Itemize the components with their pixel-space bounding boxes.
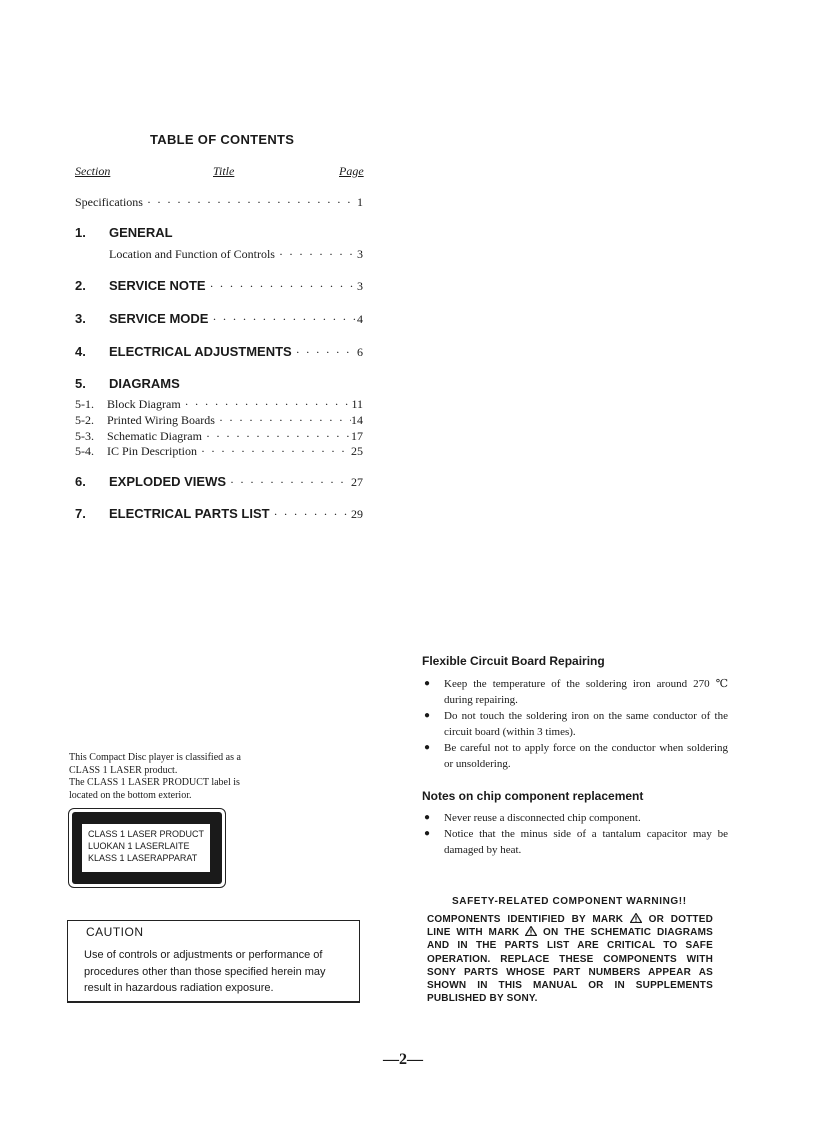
safety-text-part: ON THE SCHEMATIC DIAGRAMS AND IN THE PARTS LIST ARE CRITICAL TO SAFE OPERATION. REPLACE THESE COMPONENTS WITH SONY PARTS WHOSE PART NUMBERS APPEAR AS SHOWN IN THIS MANUAL OR IN SUPPLEMENTS PUBLISHED BY SONY. [427, 927, 714, 1005]
bullet-icon: ● [424, 812, 431, 823]
list-item [424, 676, 728, 708]
list-item-text: Do not touch the soldering iron on the same conductor of the circuit board (within 3 times). [444, 710, 728, 738]
toc-entry-page: 14 [351, 413, 363, 427]
safety-warning-title: SAFETY-RELATED COMPONENT WARNING!! [452, 896, 687, 907]
toc-section[interactable] [75, 506, 363, 522]
toc-section-label: ELECTRICAL ADJUSTMENTS [109, 344, 292, 359]
toc-leader-dots [143, 195, 357, 210]
toc-entry-page: 29 [351, 507, 363, 521]
toc-section-number: 6. [75, 474, 86, 489]
chip-notes-list [424, 810, 728, 858]
laser-label-line: CLASS 1 LASER PRODUCT [88, 829, 205, 839]
toc-section[interactable] [75, 225, 363, 240]
toc-entry-page: 11 [351, 397, 363, 411]
chip-notes-title: Notes on chip component replacement [422, 789, 644, 803]
toc-entry-label: Block Diagram [107, 397, 181, 411]
toc-header-section: Section [75, 164, 111, 178]
toc-section[interactable] [75, 376, 363, 391]
toc-leader-dots [197, 444, 351, 459]
toc-entry[interactable] [75, 413, 363, 428]
laser-classification-note [69, 752, 269, 802]
toc-leader-dots [208, 312, 357, 327]
toc-section-number: 3. [75, 311, 86, 326]
toc-entry-page: 25 [351, 444, 363, 458]
safety-text-part: COMPONENTS IDENTIFIED BY MARK [427, 914, 624, 925]
toc-section-number: 7. [75, 506, 86, 521]
toc-entry-label: Printed Wiring Boards [107, 413, 215, 427]
toc-section-label: DIAGRAMS [109, 376, 180, 391]
toc-leader-dots [202, 429, 351, 444]
laser-label-line: LUOKAN 1 LASERLAITE [88, 841, 190, 851]
toc-entry-number: 5-4. [75, 444, 94, 458]
flex-repair-list [424, 676, 728, 772]
toc-leader-dots [181, 397, 352, 412]
toc-section-label: GENERAL [109, 225, 173, 240]
toc-entry-label: Specifications [75, 195, 143, 209]
laser-label [82, 824, 210, 872]
toc-section-number: 5. [75, 376, 86, 391]
list-item-text: Notice that the minus side of a tantalum capacitor may be damaged by heat. [444, 828, 728, 856]
toc-entry[interactable] [75, 429, 363, 444]
caution-title: CAUTION [86, 925, 144, 939]
warning-triangle-icon [630, 913, 642, 923]
toc-entry-page: 1 [357, 195, 363, 209]
laser-note-line: This Compact Disc player is classified as a [69, 752, 241, 763]
toc-entry-number: 5-3. [75, 429, 94, 443]
toc-section-number: 2. [75, 278, 86, 293]
list-item [424, 826, 728, 858]
page-number: —2— [383, 1051, 423, 1068]
list-item-text: Keep the temperature of the soldering iron around 270 ℃ during repairing. [444, 678, 728, 706]
toc-entry[interactable] [109, 247, 363, 262]
toc-leader-dots [275, 247, 357, 262]
toc-leader-dots [292, 345, 357, 360]
laser-label-line: KLASS 1 LASERAPPARAT [88, 853, 198, 863]
list-item-text: Be careful not to apply force on the conductor when soldering or unsoldering. [444, 742, 728, 770]
toc-section[interactable] [75, 278, 363, 294]
toc-leader-dots [270, 507, 351, 522]
toc-title: TABLE OF CONTENTS [150, 132, 295, 147]
toc-section-label: SERVICE MODE [109, 311, 209, 326]
toc-entry-page: 4 [357, 312, 363, 326]
toc-leader-dots [206, 279, 357, 294]
toc-entry-number: 5-1. [75, 397, 94, 411]
list-item-text: Never reuse a disconnected chip component. [444, 812, 641, 824]
toc-entry-page: 6 [357, 345, 363, 359]
laser-note-line: The CLASS 1 LASER PRODUCT label is [69, 777, 240, 788]
toc-section[interactable] [75, 344, 363, 360]
toc-entry[interactable] [75, 397, 363, 412]
toc-section[interactable] [75, 311, 363, 327]
toc-entry-page: 17 [351, 429, 363, 443]
warning-triangle-icon [525, 926, 537, 936]
toc-section[interactable] [75, 474, 363, 490]
toc-leader-dots [215, 413, 351, 428]
list-item [424, 708, 728, 740]
toc-entry-page: 3 [357, 279, 363, 293]
toc-entry-page: 3 [357, 247, 363, 261]
toc-entry-label: Schematic Diagram [107, 429, 202, 443]
list-item [424, 810, 728, 826]
toc-header-page: Page [339, 164, 364, 178]
safety-warning-body [427, 913, 713, 1005]
toc-section-number: 1. [75, 225, 86, 240]
toc-section-label: SERVICE NOTE [109, 278, 206, 293]
bullet-icon: ● [424, 710, 431, 721]
toc-entry-label: IC Pin Description [107, 444, 197, 458]
flex-repair-title: Flexible Circuit Board Repairing [422, 654, 605, 668]
toc-entry-label: Location and Function of Controls [109, 247, 275, 261]
toc-entry[interactable] [75, 195, 363, 210]
laser-note-line: CLASS 1 LASER product. [69, 764, 178, 776]
laser-note-line: located on the bottom exterior. [69, 789, 192, 801]
toc-entry-number: 5-2. [75, 413, 94, 427]
toc-header-title: Title [213, 164, 235, 178]
safety-text-part: OR DOTTED LINE WITH MARK [427, 914, 714, 939]
toc-entry[interactable] [75, 444, 363, 459]
toc-leader-dots [226, 475, 351, 490]
toc-section-number: 4. [75, 344, 86, 359]
caution-body: Use of controls or adjustments or performance of procedures other than those specified herein may result in hazardous radiation exposure. [84, 949, 326, 994]
bullet-icon: ● [424, 678, 431, 689]
bullet-icon: ● [424, 742, 431, 753]
toc-entry-page: 27 [351, 475, 363, 489]
list-item [424, 740, 728, 772]
toc-section-label: ELECTRICAL PARTS LIST [109, 506, 270, 521]
toc-section-label: EXPLODED VIEWS [109, 474, 227, 489]
bullet-icon: ● [424, 828, 431, 839]
